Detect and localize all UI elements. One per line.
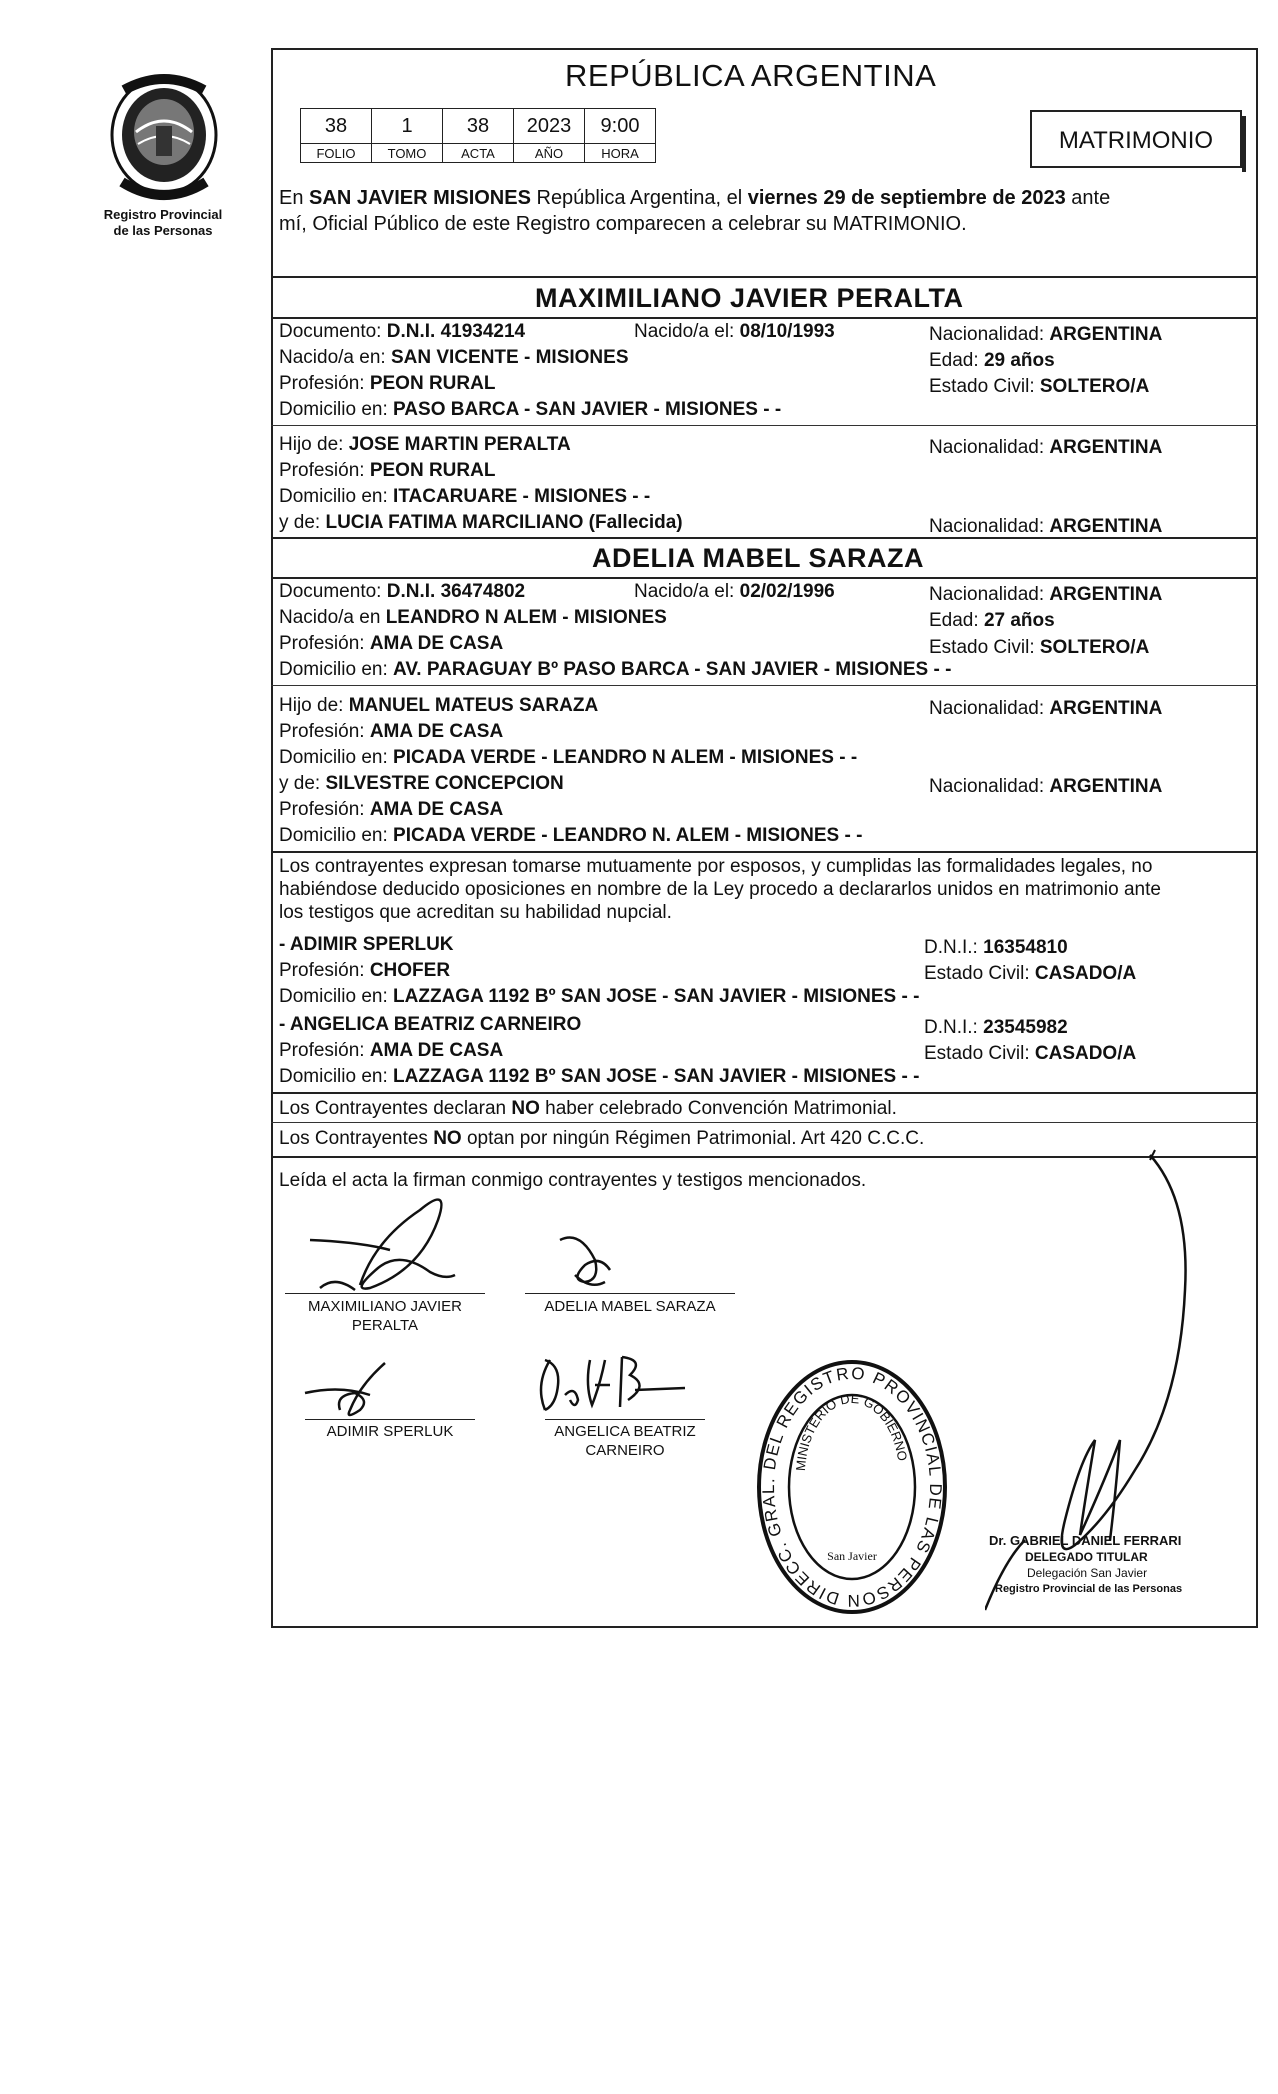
value: 29 años: [983, 350, 1055, 371]
bride-father-profession: [279, 721, 503, 743]
official-name: Dr. GABRIEL DANIEL FERRARI: [989, 1533, 1182, 1548]
label: Profesión:: [279, 633, 370, 654]
label: Edad:: [929, 610, 984, 631]
groom-document: [279, 321, 525, 343]
value: AV. PARAGUAY Bº PASO BARCA - SAN JAVIER - MISIONES - -: [393, 659, 952, 680]
groom-father-nationality: [929, 437, 1162, 459]
label: Nacionalidad:: [929, 776, 1050, 797]
no: NO: [511, 1098, 540, 1119]
seal-ring-text: DIRECC. GRAL. DEL REGISTRO PROVINCIAL DE LAS PERSON: [759, 1363, 946, 1611]
label: Nacido/a el:: [634, 581, 740, 602]
witness-2-profession: [279, 1040, 503, 1062]
folio-value: 38: [301, 109, 372, 144]
label: Hijo de:: [279, 695, 349, 716]
witness-1-signature-icon: [300, 1355, 410, 1425]
label: Profesión:: [279, 460, 370, 481]
record-header-table: [300, 108, 656, 163]
value: AMA DE CASA: [369, 1040, 504, 1061]
logo-caption-2: de las Personas: [113, 223, 213, 238]
label: Nacido/a en:: [279, 347, 391, 368]
province-logo: [104, 70, 224, 205]
witness-1-name: [279, 934, 454, 956]
value: - ADIMIR SPERLUK: [279, 934, 454, 955]
label: y de:: [279, 773, 326, 794]
label: Profesión:: [279, 1040, 370, 1061]
witness-1-profession: [279, 960, 450, 982]
groom-mother-nationality: [929, 516, 1162, 538]
value: ARGENTINA: [1049, 584, 1163, 605]
label: Domicilio en:: [279, 747, 394, 768]
witness-2-civil-status: [924, 1043, 1136, 1065]
value: - ANGELICA BEATRIZ CARNEIRO: [279, 1014, 582, 1035]
label: Nacionalidad:: [929, 698, 1050, 719]
divider-intro: [271, 276, 1258, 278]
hora-value: 9:00: [585, 109, 656, 144]
groom-signature-label-1: MAXIMILIANO JAVIER: [308, 1298, 462, 1315]
intro-line-2: mí, Oficial Público de este Registro comparecen a celebrar su MATRIMONIO.: [279, 213, 967, 235]
witness-2-signature-line: [545, 1419, 705, 1420]
intro-text-2: República Argentina, el: [530, 187, 748, 209]
registry-seal-icon: [755, 1355, 950, 1620]
bride-document: [279, 581, 525, 603]
bride-birthplace: [279, 607, 667, 629]
bride-age: [929, 610, 1055, 632]
acta-label: ACTA: [443, 144, 514, 163]
witness-1-civil-status: [924, 963, 1136, 985]
label: Domicilio en:: [279, 659, 394, 680]
label: D.N.I.:: [924, 937, 984, 958]
value: CHOFER: [369, 960, 451, 981]
bride-father-nationality: [929, 698, 1162, 720]
value: LAZZAGA 1192 Bº SAN JOSE - SAN JAVIER - MISIONES - -: [393, 1066, 920, 1087]
groom-birthplace: [279, 347, 629, 369]
value: PEON RURAL: [369, 373, 496, 394]
label: Domicilio en:: [279, 986, 394, 1007]
svg-text:MINISTERIO DE GOBIERNO: [793, 1391, 910, 1472]
label: Domicilio en:: [279, 486, 394, 507]
bride-father: [279, 695, 598, 717]
bride-signature-label: ADELIA MABEL SARAZA: [544, 1298, 716, 1315]
value: SOLTERO/A: [1039, 376, 1150, 397]
hora-label: HORA: [585, 144, 656, 163]
value: 08/10/1993: [739, 321, 835, 342]
value: SILVESTRE CONCEPCION: [325, 773, 564, 794]
label: Domicilio en:: [279, 1066, 394, 1087]
value: PICADA VERDE - LEANDRO N ALEM - MISIONES - -: [393, 747, 858, 768]
value: ARGENTINA: [1049, 776, 1163, 797]
declaration-line-1: Los contrayentes expresan tomarse mutuamente por esposos, y cumplidas las formalidades legales, no: [279, 856, 1153, 877]
record-type-box: MATRIMONIO: [1030, 110, 1242, 168]
divider-bride-data: [271, 685, 1258, 686]
no: NO: [433, 1128, 462, 1149]
ano-value: 2023: [514, 109, 585, 144]
groom-name: MAXIMILIANO JAVIER PERALTA: [535, 283, 964, 313]
label: Profesión:: [279, 799, 370, 820]
label: Nacionalidad:: [929, 516, 1050, 537]
divider-witnesses: [271, 1092, 1258, 1094]
official-role: DELEGADO TITULAR: [1025, 1550, 1148, 1564]
label: Profesión:: [279, 721, 370, 742]
bride-mother-address: [279, 825, 862, 847]
witness-2-dni: [924, 1017, 1068, 1039]
value: LAZZAGA 1192 Bº SAN JOSE - SAN JAVIER - MISIONES - -: [393, 986, 920, 1007]
bride-address: [279, 659, 951, 681]
acta-value: 38: [443, 109, 514, 144]
seal-inner-text: MINISTERIO DE GOBIERNO: [792, 1390, 911, 1472]
bride-profession: [279, 633, 503, 655]
value: PEON RURAL: [369, 460, 496, 481]
document-title: REPÚBLICA ARGENTINA: [565, 58, 937, 93]
groom-signature-icon: [280, 1180, 490, 1300]
groom-father-address: [279, 486, 650, 508]
intro-text-1: En: [279, 187, 310, 209]
label: Estado Civil:: [929, 376, 1040, 397]
divider-bride-name: [271, 577, 1258, 579]
witness-1-signature-label: ADIMIR SPERLUK: [326, 1423, 454, 1440]
groom-civil-status: [929, 376, 1149, 398]
witness-1-dni: [924, 937, 1068, 959]
value: AMA DE CASA: [369, 721, 504, 742]
label: Edad:: [929, 350, 984, 371]
divider-bride: [271, 851, 1258, 853]
label: Documento:: [279, 321, 387, 342]
bride-civil-status: [929, 637, 1149, 659]
official-registry: Registro Provincial de las Personas: [995, 1583, 1183, 1595]
registry-seal: [755, 1355, 950, 1620]
declaration-line-2: habiéndose deducido oposiciones en nombre de la Ley procedo a declararlos unidos en matrimonio ante: [279, 879, 1161, 900]
intro-place: SAN JAVIER MISIONES: [309, 187, 531, 209]
bride-father-address: [279, 747, 857, 769]
groom-signature-label-2: PERALTA: [351, 1317, 419, 1334]
value: LEANDRO N ALEM - MISIONES: [385, 607, 667, 628]
value: ARGENTINA: [1049, 324, 1163, 345]
declaration: [279, 855, 1254, 924]
intro-text-3: ante: [1065, 187, 1111, 209]
folio-label: FOLIO: [301, 144, 372, 163]
label: Hijo de:: [279, 434, 349, 455]
witness-1-signature-line: [305, 1419, 475, 1420]
groom-signature-label: [285, 1297, 485, 1335]
text: haber celebrado Convención Matrimonial.: [539, 1098, 897, 1119]
witness-2-signature-label-1: ANGELICA BEATRIZ: [554, 1423, 696, 1440]
divider-groom-name: [271, 317, 1258, 319]
logo-caption-1: Registro Provincial: [103, 207, 223, 222]
bride-born-date: [634, 581, 835, 603]
value: CASADO/A: [1034, 963, 1137, 984]
witness-2-signature-label-2: CARNEIRO: [585, 1442, 665, 1459]
text: Los Contrayentes: [279, 1128, 434, 1149]
groom-born-date: [634, 321, 835, 343]
groom-profession: [279, 373, 495, 395]
bride-nationality: [929, 584, 1162, 606]
groom-nationality: [929, 324, 1162, 346]
value: D.N.I. 36474802: [386, 581, 526, 602]
value: D.N.I. 41934214: [386, 321, 526, 342]
label: Nacido/a en: [279, 607, 386, 628]
groom-mother: [279, 512, 683, 534]
value: 02/02/1996: [739, 581, 835, 602]
bride-mother: [279, 773, 564, 795]
bride-mother-profession: [279, 799, 503, 821]
value: AMA DE CASA: [369, 633, 504, 654]
groom-address: [279, 399, 781, 421]
text: optan por ningún Régimen Patrimonial. Art 420 C.C.C.: [461, 1128, 925, 1149]
text: Los Contrayentes declaran: [279, 1098, 512, 1119]
province-crest-icon: [104, 70, 224, 205]
label: Estado Civil:: [924, 1043, 1035, 1064]
label: Domicilio en:: [279, 399, 394, 420]
read-note: Leída el acta la firman conmigo contrayentes y testigos mencionados.: [279, 1170, 867, 1191]
label: Nacionalidad:: [929, 437, 1050, 458]
value: PICADA VERDE - LEANDRO N. ALEM - MISIONES - -: [393, 825, 863, 846]
label: Nacionalidad:: [929, 584, 1050, 605]
witness-2-signature-icon: [530, 1345, 690, 1425]
label: y de:: [279, 512, 326, 533]
value: 16354810: [983, 937, 1068, 958]
label: Documento:: [279, 581, 387, 602]
witness-2-address: [279, 1066, 919, 1088]
label: Nacido/a el:: [634, 321, 740, 342]
divider-groom: [271, 537, 1258, 539]
label: Estado Civil:: [929, 637, 1040, 658]
bride-name: ADELIA MABEL SARAZA: [592, 543, 924, 573]
value: ARGENTINA: [1049, 516, 1163, 537]
label: Estado Civil:: [924, 963, 1035, 984]
value: ARGENTINA: [1049, 698, 1163, 719]
value: LUCIA FATIMA MARCILIANO (Fallecida): [325, 512, 683, 533]
divider-convention: [271, 1122, 1258, 1123]
official-office: Delegación San Javier: [1027, 1566, 1148, 1580]
label: Profesión:: [279, 373, 370, 394]
label: Nacionalidad:: [929, 324, 1050, 345]
witness-2-name: [279, 1014, 581, 1036]
bride-mother-nationality: [929, 776, 1162, 798]
regime-note: [279, 1128, 924, 1150]
logo-caption: [88, 207, 238, 239]
value: 27 años: [983, 610, 1055, 631]
value: ITACARUARE - MISIONES - -: [393, 486, 651, 507]
declaration-line-3: los testigos que acreditan su habilidad nupcial.: [279, 902, 672, 923]
value: SOLTERO/A: [1039, 637, 1150, 658]
groom-father-profession: [279, 460, 495, 482]
tomo-value: 1: [372, 109, 443, 144]
ano-label: AÑO: [514, 144, 585, 163]
groom-father: [279, 434, 571, 456]
value: JOSE MARTIN PERALTA: [348, 434, 571, 455]
value: CASADO/A: [1034, 1043, 1137, 1064]
witness-1-address: [279, 986, 919, 1008]
value: ARGENTINA: [1049, 437, 1163, 458]
intro-date: viernes 29 de septiembre de 2023: [747, 187, 1066, 209]
value: MANUEL MATEUS SARAZA: [348, 695, 599, 716]
label: D.N.I.:: [924, 1017, 984, 1038]
divider-groom-data: [271, 425, 1258, 426]
value: PASO BARCA - SAN JAVIER - MISIONES - -: [393, 399, 782, 420]
seal-place-text: San Javier: [827, 1549, 877, 1563]
convention-note: [279, 1098, 897, 1120]
value: SAN VICENTE - MISIONES: [390, 347, 629, 368]
bride-signature-line: [525, 1293, 735, 1294]
witness-2-signature-label: [535, 1422, 715, 1460]
label: Profesión:: [279, 960, 370, 981]
groom-age: [929, 350, 1055, 372]
tomo-label: TOMO: [372, 144, 443, 163]
official-stamp: [985, 1533, 1255, 1597]
value: 23545982: [983, 1017, 1068, 1038]
value: AMA DE CASA: [369, 799, 504, 820]
label: Domicilio en:: [279, 825, 394, 846]
bride-signature-icon: [540, 1220, 640, 1295]
intro-line-1: [279, 187, 1110, 209]
groom-signature-line: [285, 1293, 485, 1294]
